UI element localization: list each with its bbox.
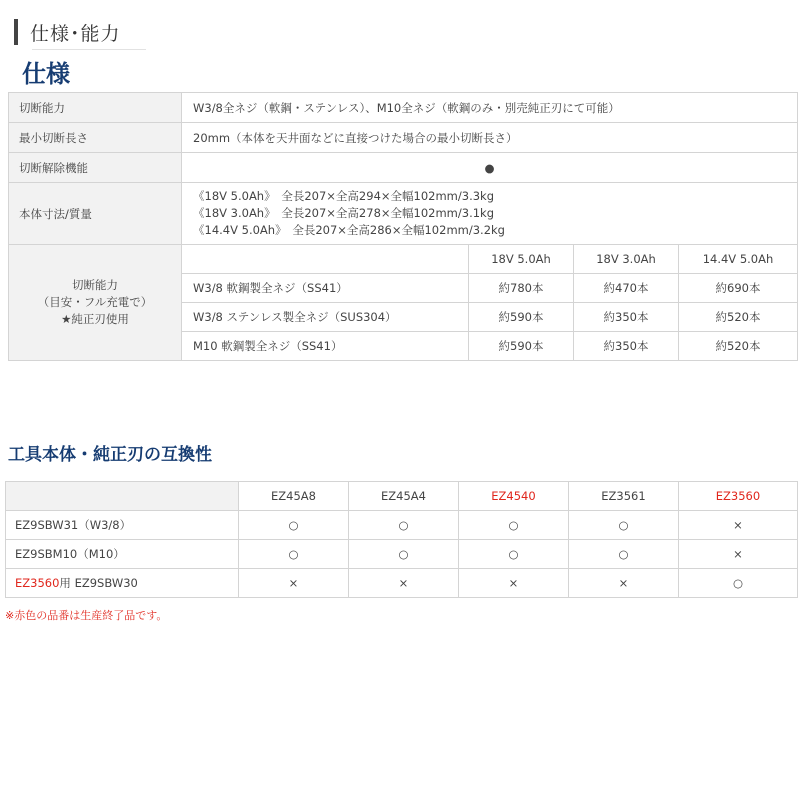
compat-mark: ○ bbox=[459, 511, 569, 540]
capacity-label bbox=[9, 245, 182, 361]
capacity-label-line: （目安・フル充電で） bbox=[37, 295, 153, 309]
cut-release-mark: ● bbox=[182, 153, 798, 183]
spec-value: 20mm（本体を天井面などに直接つけた場合の最小切断長さ） bbox=[182, 123, 798, 153]
blade-model-discontinued: EZ3560 bbox=[15, 576, 60, 590]
section-title: 仕様･能力 bbox=[30, 22, 121, 45]
section-header-bar bbox=[14, 19, 18, 45]
compat-mark: ○ bbox=[679, 569, 798, 598]
blade-name: EZ9SBW31（W3/8） bbox=[6, 511, 239, 540]
compat-mark: × bbox=[679, 540, 798, 569]
blade-name-suffix: 用 EZ9SBW30 bbox=[59, 576, 138, 590]
capacity-row-name: W3/8 ステンレス製全ネジ（SUS304） bbox=[182, 303, 469, 332]
tool-column-header: EZ45A4 bbox=[349, 482, 459, 511]
compat-mark: ○ bbox=[459, 540, 569, 569]
compat-mark: ○ bbox=[569, 511, 679, 540]
section-header bbox=[14, 18, 121, 46]
compat-mark: × bbox=[239, 569, 349, 598]
capacity-value: 約470本 bbox=[574, 274, 679, 303]
capacity-value: 約590本 bbox=[469, 332, 574, 361]
compat-row bbox=[6, 540, 798, 569]
battery-column-header: 18V 3.0Ah bbox=[574, 245, 679, 274]
dimension-line: 《18V 5.0Ah》 全長207×全高294×全幅102mm/3.3kg bbox=[193, 189, 494, 203]
tool-column-header-discontinued: EZ3560 bbox=[679, 482, 798, 511]
compat-mark: × bbox=[569, 569, 679, 598]
capacity-row-name: W3/8 軟鋼製全ネジ（SS41） bbox=[182, 274, 469, 303]
compat-row bbox=[6, 569, 798, 598]
compat-mark: × bbox=[679, 511, 798, 540]
spec-label: 切断解除機能 bbox=[9, 153, 182, 183]
spec-table bbox=[8, 92, 798, 361]
compat-title: 工具本体・純正刃の互換性 bbox=[8, 445, 212, 465]
capacity-value: 約350本 bbox=[574, 332, 679, 361]
capacity-label-line: 切断能力 bbox=[72, 278, 118, 292]
compat-mark: ○ bbox=[349, 511, 459, 540]
compat-mark: ○ bbox=[569, 540, 679, 569]
compat-row bbox=[6, 511, 798, 540]
battery-column-header: 18V 5.0Ah bbox=[469, 245, 574, 274]
capacity-value: 約590本 bbox=[469, 303, 574, 332]
capacity-value: 約780本 bbox=[469, 274, 574, 303]
dimension-line: 《18V 3.0Ah》 全長207×全高278×全幅102mm/3.1kg bbox=[193, 206, 494, 220]
compat-mark: ○ bbox=[239, 540, 349, 569]
spec-row bbox=[9, 153, 798, 183]
compat-mark: × bbox=[459, 569, 569, 598]
capacity-value: 約520本 bbox=[679, 303, 798, 332]
dimensions-value bbox=[182, 183, 798, 245]
capacity-label-line: ★純正刃使用 bbox=[61, 312, 129, 326]
compat-corner-cell bbox=[6, 482, 239, 511]
spec-label: 切断能力 bbox=[9, 93, 182, 123]
compat-mark: ○ bbox=[239, 511, 349, 540]
footnote: ※赤色の品番は生産終了品です。 bbox=[5, 609, 168, 622]
spec-row bbox=[9, 183, 798, 245]
dimension-line: 《14.4V 5.0Ah》 全長207×全高286×全幅102mm/3.2kg bbox=[193, 223, 505, 237]
spec-label: 本体寸法/質量 bbox=[9, 183, 182, 245]
compat-mark: × bbox=[349, 569, 459, 598]
tool-column-header: EZ45A8 bbox=[239, 482, 349, 511]
compat-header-row bbox=[6, 482, 798, 511]
spec-label: 最小切断長さ bbox=[9, 123, 182, 153]
capacity-corner-cell bbox=[182, 245, 469, 274]
blade-name bbox=[6, 569, 239, 598]
capacity-header-row bbox=[9, 245, 798, 274]
tool-column-header-discontinued: EZ4540 bbox=[459, 482, 569, 511]
spec-row bbox=[9, 93, 798, 123]
compat-table bbox=[5, 481, 798, 598]
blade-name: EZ9SBM10（M10） bbox=[6, 540, 239, 569]
tool-column-header: EZ3561 bbox=[569, 482, 679, 511]
spec-title: 仕様 bbox=[22, 60, 70, 88]
capacity-value: 約520本 bbox=[679, 332, 798, 361]
battery-column-header: 14.4V 5.0Ah bbox=[679, 245, 798, 274]
compat-mark: ○ bbox=[349, 540, 459, 569]
capacity-value: 約690本 bbox=[679, 274, 798, 303]
spec-row bbox=[9, 123, 798, 153]
spec-value: W3/8全ネジ（軟鋼・ステンレス）、M10全ネジ（軟鋼のみ・別売純正刃にて可能） bbox=[182, 93, 798, 123]
capacity-value: 約350本 bbox=[574, 303, 679, 332]
header-underline bbox=[32, 49, 146, 50]
capacity-row-name: M10 軟鋼製全ネジ（SS41） bbox=[182, 332, 469, 361]
